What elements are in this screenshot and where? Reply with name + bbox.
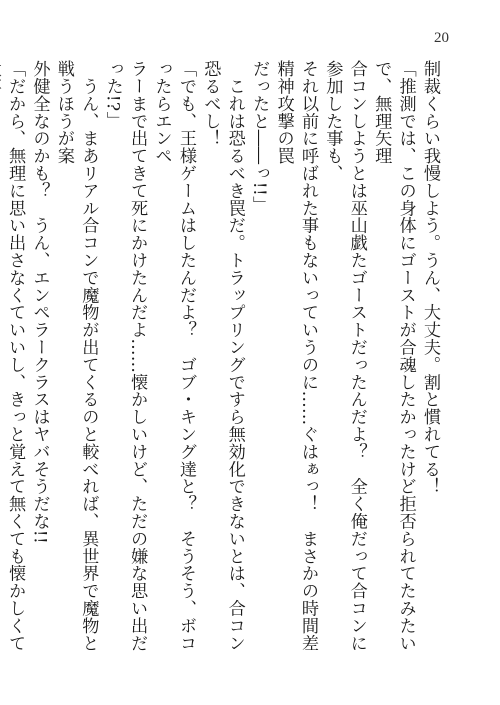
- text-line: 「でも、王様ゲームはしたんだよ？ ゴブ・キング達と？ そうそう、ボコったらエンペ: [151, 60, 196, 652]
- text-line: 合コンしようとは巫山戯たゴーストだったんだよ？ 全く俺だって合コンに参加した事も、: [322, 60, 367, 652]
- text-line: だったと――っ!!」: [249, 60, 270, 214]
- text-line: うん、まあリアル合コンで魔物が出てくるのと較べれば、異世界で魔物と戦うほうが案: [53, 60, 99, 652]
- text-line: 制裁くらい我慢しよう。うん、大丈夫。割と慣れてる！: [420, 60, 440, 495]
- text-line: ラーまで出てきて死にかけたんだよ……懐かしいけど、ただの嫌な思い出だった!?」: [102, 60, 148, 652]
- text-line: 「だから、無理に思い出さなくていいし、きっと覚えて無くても懐かしくて: [5, 60, 26, 652]
- page-number: 20: [434, 30, 449, 46]
- text-line: 「推測では、この身体にゴーストが合魂したかったけど拒否られてたみたいで、無理矢理: [371, 60, 416, 652]
- novel-text-block: [5, 60, 442, 665]
- text-line: それ以前に呼ばれた事もないっていうのに……ぐはぁっ！ まさかの時間差精神攻撃の罠: [273, 60, 318, 652]
- text-line: 外健全なのかも？ うん、エンペラークラスはヤバそうだな!!: [29, 60, 50, 545]
- text-line: これは恐るべき罠だ。トラップリングですら無効化できないとは、合コン恐るべし！: [200, 60, 245, 652]
